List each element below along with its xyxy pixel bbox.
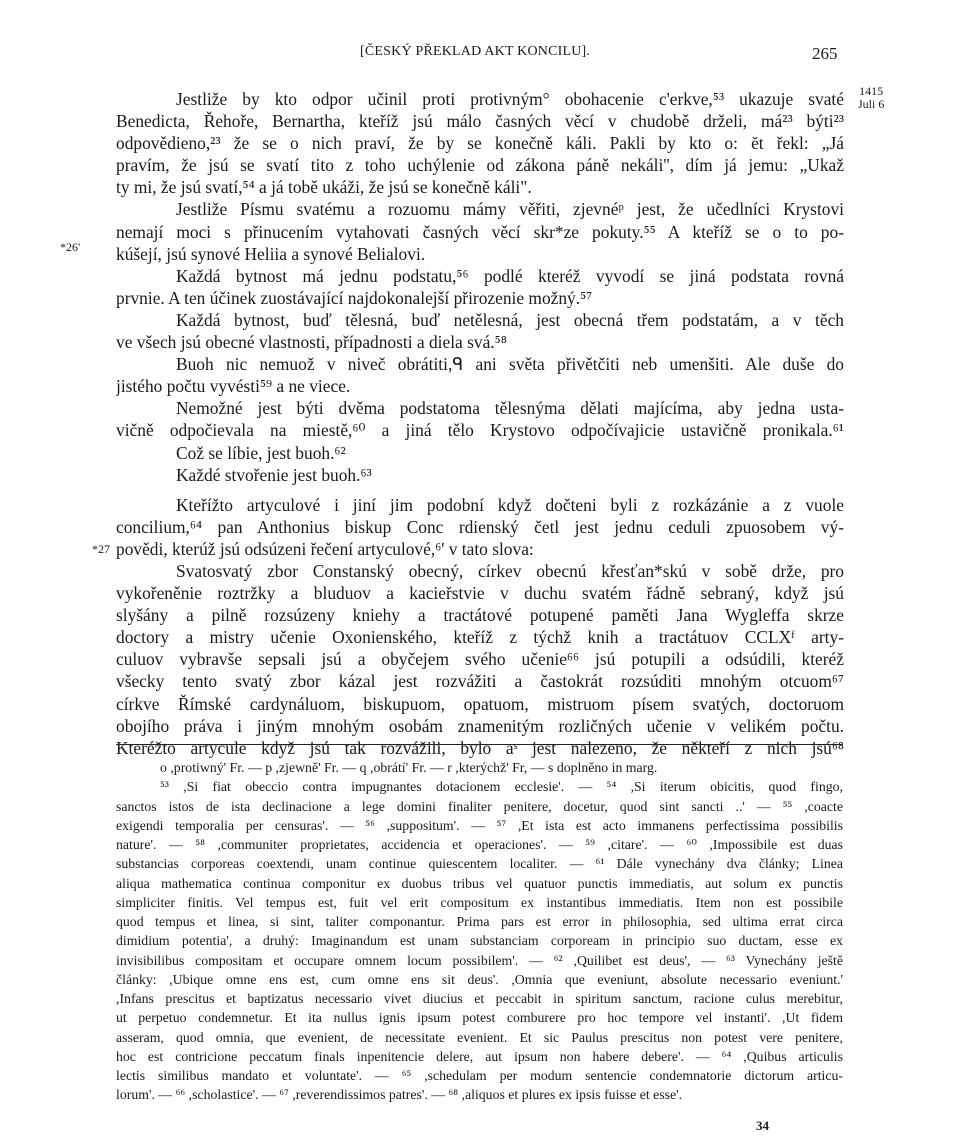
text-line: všecky tento svatý zbor kázal jest rozvážiti a častokrát rozsúditi mnohým otcuom⁶⁷ [116, 671, 844, 692]
page-number: 265 [812, 44, 838, 63]
text-line: povědi, kterúž jsú odsúzeni řečení artyculové,⁶' v tato slova: [116, 538, 534, 559]
footnote-line: ut perpetuo condemnetur. Et ita nullus ignis ipsum potest comburere pro hoc tempore vel instanti'. ,Ut fidem [116, 1010, 843, 1026]
footnote-line: sanctos istos de ista declinacione a lege domini finaliter penitere, docetur, quod sint sancti ..' — ⁵⁵ ,coacte [116, 798, 843, 814]
margin-date-note [858, 85, 884, 111]
text-line: ve všech jsú obecné vlastnosti, případnosti a diela svá.⁵⁸ [116, 332, 507, 353]
text-line: odpovědieno,²³ že se o nich praví, že by se konečně káli. Pakli by kto o: ĕt řekl: „Já [116, 133, 844, 154]
text-line: pravím, že jsú se svatí tito z toho uchýlenie od zákona páně nekáli'', dím já jemu: „Ukaž [116, 155, 844, 176]
text-line: slyšány a pilně rozsúzeny kniehy a tractátové potupené paměti Jana Wygleffa skrze [116, 605, 844, 626]
text-line: nemají moci s přinucením vytahovati časných věcí skr*ze pokuty.⁵⁵ A kteříž se o to po- [116, 221, 844, 242]
text-line: Každé stvořenie jest buoh.⁶³ [176, 464, 372, 485]
footnote-line: invisibilibus compositam et occupare omnem locum possibilem'. — ⁶² ,Quilibet est deus', — ⁶³ Vynechány ještě [116, 952, 843, 968]
footnote-line: simpliciter finitis. Vel tempus est, fuit vel erit compositum ex instantibus immediatis. Item non est possibile [116, 894, 843, 910]
text-line: vykořeněnie roztržky a bluduov a kacieřstvie v duchu svatém řádně sebraný, když jsú [116, 583, 844, 604]
footnote-line: substancias corporeas coextendi, unam continue quiescentem localiter. — ⁶¹ Dále vynechány dva články; Linea [116, 856, 843, 872]
signature-mark: 34 [756, 1118, 769, 1133]
footnote-line: o ,protiwný' Fr. — p ,zjewně' Fr. — q ,obrátí' Fr. — r ,kterýchž' Fr, — s doplněno in marg. [160, 760, 658, 775]
text-line: Kteréžto artycule když jsú tak rozvážili, bylo aˢ jest nalezeno, že někteří z nich jsú⁶⁸ [116, 737, 844, 758]
text-line: Buoh nic nemuož v niveč obrátiti,ᑫ ani světa přivětčiti neb umenšiti. Ale duše do [176, 354, 844, 375]
footnote-line: ⁵³ ,Si fiat obeccio contra impugnantes dotacionem ecclesie'. — ⁵⁴ ,Si iterum obicitis, quod fingo, [160, 779, 843, 795]
text-line: Což se líbie, jest buoh.⁶² [176, 442, 346, 463]
text-line: Svatosvatý zbor Constanský obecný, církev obecnú křesťan*skú v sobě drže, pro [176, 560, 844, 581]
footnote-line: lectis similibus mandato et voluntate'. — ⁶⁵ ,schedulam per modum sentencie condemnatorie dictorum articu- [116, 1068, 843, 1083]
footnote-line: asseram, quod omnia, que evenient, de necessitate evenient. Et sic Paulus prescitus non potest vere penitere, [116, 1029, 843, 1045]
text-line: Jestliže by kto odpor učinil proti protivným° obohacenie c'erkve,⁵³ ukazuje svaté [176, 89, 844, 109]
text-line: obojího práva i jiným mnohým osobám znamenitým rozličných učenie v velikém počtu. [116, 715, 844, 736]
footnote-line: ,Infans prescitus et baptizatus necessario vivet diucius et peccabit in spiritum sanctum, racione culus merebitur, [116, 991, 843, 1006]
text-line: concilium,⁶⁴ pan Anthonius biskup Conc rdienský četl jest jednu ceduli zpuosobem vý- [116, 516, 844, 537]
text-line: doctory a mistry učenie Oxonienského, kteříž z týchž knih a tractátuov CCLXᶠ arty- [116, 627, 844, 648]
margin-day: Juli 6 [858, 97, 885, 111]
margin-reference: *26' [60, 240, 81, 254]
text-line: jistého počtu vyvésti⁵⁹ a ne viece. [116, 376, 351, 397]
text-line: prvnie. A ten účinek zuostávající najdokonalejší přirozenie možný.⁵⁷ [116, 287, 593, 308]
footnote-rule [116, 744, 843, 745]
text-line: Benedicta, Řehoře, Bernartha, kteříž jsú málo časných věcí v chudobě drželi, má²³ býti²³ [116, 111, 844, 132]
main-text [116, 88, 844, 759]
footnote-line: lorum'. — ⁶⁶ ,scholastice'. — ⁶⁷ ,reverendissimos patres'. — ⁶⁸ ,aliquos et plures ex ipsis fuisse et esse'. [116, 1087, 683, 1103]
running-title: [ČESKÝ PŘEKLAD AKT KONCILU]. [360, 44, 591, 59]
text-line: Kteřížto artyculové i jiní jim podobní když dočteni byli z rozkázánie a z vuole [176, 494, 844, 515]
footnote-line: exigendi temporalia per censuras'. — ⁵⁶ ,suppositum'. — ⁵⁷ ,Et ista est acto immanens perfectissima possibilis [116, 817, 843, 833]
footnote-line: dimidium potentia', a druhý: Imaginandum est unam substanciam corpoream in principio suo ductam, esse ex [116, 933, 843, 949]
text-line: kúšejí, jsú synové Heliia a synové Belialovi. [116, 243, 426, 264]
text-line: ty mi, že jsú svatí,⁵⁴ a já tobě ukáži, že jsú se konečně káli". [116, 177, 532, 198]
footnote-line: články: ,Ubique omne ens est, cum omne ens sit deus'. ,Omnia que eveniunt, absolute necessario eveniunt.' [116, 971, 843, 987]
text-line: culuov vybravše sepsali jsú a obyčejem svého učenie⁶⁶ jsú potupili a odsúdili, kteréž [116, 649, 844, 670]
text-line: církve Římské cardynáluom, biskupuom, opatuom, mistruom písem svatých, doctoruom [116, 693, 844, 714]
text-line: Nemožné jest býti dvěma podstatoma tělesnýma dělati majícíma, aby jedna usta- [176, 398, 844, 419]
footnote-line: quod tempus et linea, si sint, taliter componantur. Prima pars est error in philosophia, sed ultima errat circa [116, 914, 843, 929]
footnote-line: nature'. — ⁵⁸ ,communiter proprietates, accidencia et operaciones'. — ⁵⁹ ,citare'. — ⁶⁰ ,Impossibile est duas [116, 837, 843, 852]
margin-year: 1415 [859, 84, 884, 98]
footnote-line: hoc est contricione peccatum finals inpenitencie delere, aut ipsum non habere debere'. — ⁶⁴ ,Quibus articulis [116, 1048, 843, 1064]
text-line: Jestliže Písmu svatému a rozuomu mámy věřiti, zjevnéᵖ jest, že učedlníci Krystovi [176, 199, 844, 220]
margin-reference: *27 [92, 542, 110, 556]
footnotes [116, 758, 843, 1105]
text-line: Každá bytnost, buď tělesná, buď netělesná, jest obecná třem podstatám, a v těch [176, 309, 844, 330]
text-line: vičně odpočievala na miestě,⁶⁰ a jiná tělo Krystovo odpočívajicie ustavičně pronikala.⁶¹ [116, 420, 844, 441]
text-line: Každá bytnost má jednu podstatu,⁵⁶ podlé kteréž vyvodí se jiná podstata rovná [176, 265, 844, 286]
footnote-line: aliqua mathematica continua componitur ex duobus tribus vel quatuor punctis immediatis, aut solum ex punctis [116, 875, 843, 891]
